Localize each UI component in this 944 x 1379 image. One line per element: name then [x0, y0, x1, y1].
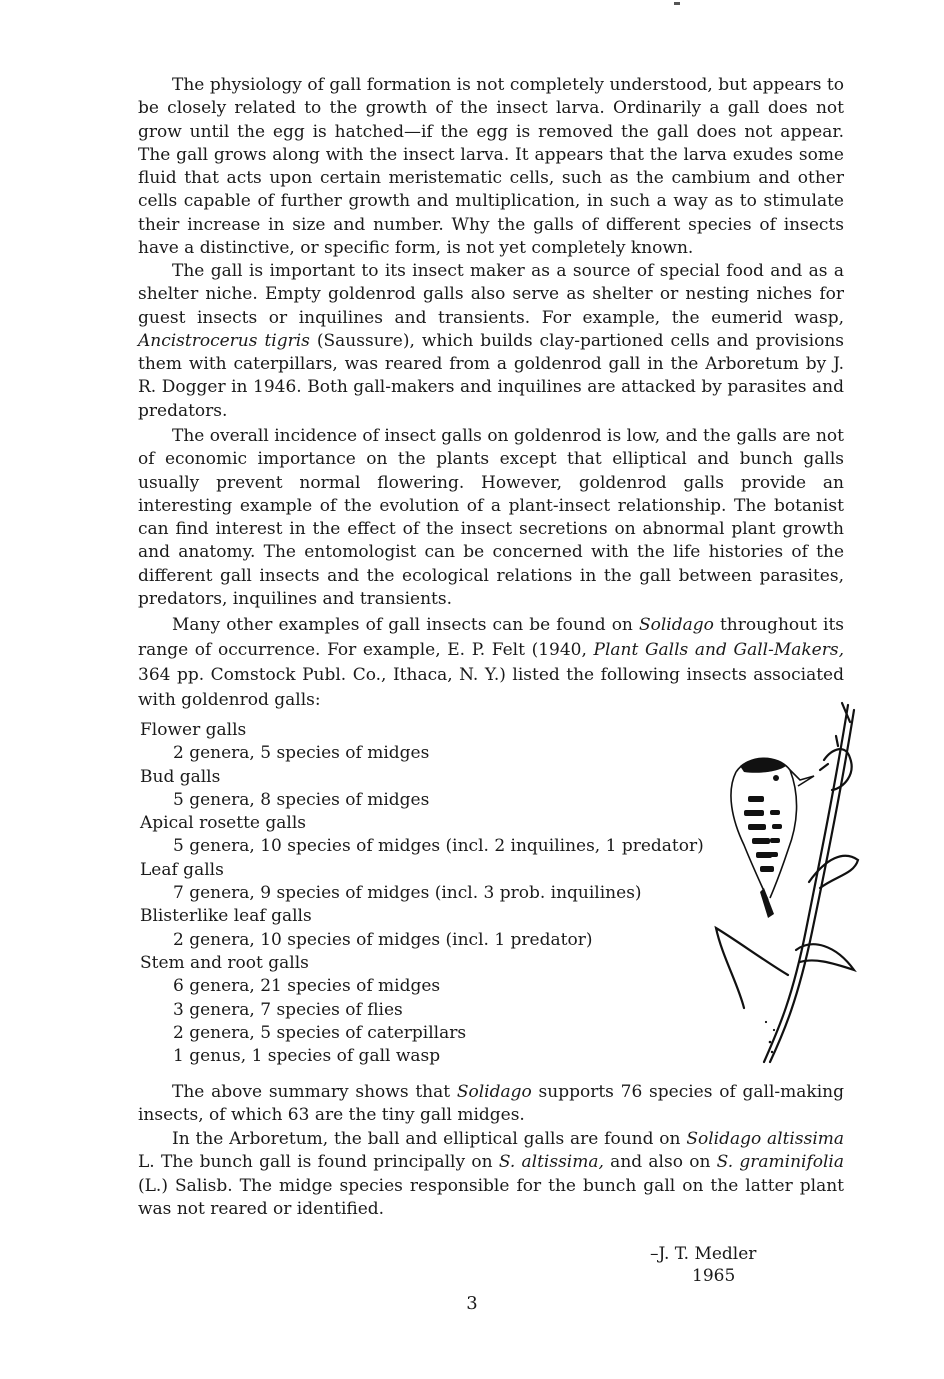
gall-category: Leaf galls	[140, 859, 224, 880]
gall-category-item: 1 genus, 1 species of gall wasp	[173, 1046, 441, 1067]
gall-category-list	[140, 719, 720, 1068]
paragraph-text: L. The bunch gall is found principally on	[138, 1152, 499, 1173]
gall-category-item: 5 genera, 8 species of midges	[173, 789, 430, 810]
paragraph-text: (Saussure), which builds clay-partioned cells and provisions them with caterpillars, was reared from a goldenrod gall in the Arboretum by J. R. Dogger in 1946. Both gall-makers and inquilines are attacked by parasites and predators.	[138, 330, 844, 421]
gall-category-item: 2 genera, 5 species of midges	[173, 743, 430, 764]
gall-category: Flower galls	[140, 720, 247, 740]
species-name: Solidago altissima	[686, 1129, 845, 1149]
paragraph-text: The physiology of gall formation is not completely understood, but appears to be closely related to the growth of the insect larva. Ordinarily a gall does not grow until the egg is hatched—if the egg is removed the gall does not appear. The gall grows along with the insect larva. It appears that the larva exudes some fluid that acts upon certain meristematic cells, such as the cambium and other cells capable of further growth and multiplication, in such a way as to stimulate their increase in size and number. Why the galls of different species of insects have a distinctive, or specific form, is not yet completely known.	[138, 75, 844, 259]
gall-category-item: 2 genera, 10 species of midges (incl. 1 predator)	[173, 929, 593, 950]
gall-category: Apical rosette galls	[140, 813, 306, 834]
paragraph-shelter-niche	[138, 260, 844, 423]
paragraph-incidence	[138, 425, 844, 611]
gall-category-item: 2 genera, 5 species of caterpillars	[173, 1022, 467, 1043]
species-name: S. altissima,	[498, 1152, 604, 1173]
gall-category: Stem and root galls	[140, 952, 309, 973]
paragraph-text: The overall incidence of insect galls on goldenrod is low, and the galls are not of economic importance on the plants except that elliptical and bunch galls usually prevent normal flowering. However, goldenrod galls provide an interesting example of the evolution of a plant-insect relationship. The botanist can find interest in the effect of the insect secretions on abnormal plant growth and anatomy. The entomologist can be concerned with the life histories of the different gall insects and the ecological relations in the gall between parasites, predators, inquilines and transients.	[138, 426, 844, 610]
book-title: Plant Galls and Gall-Makers,	[593, 640, 844, 660]
scan-speck	[674, 2, 680, 5]
paragraph-text: The gall is important to its insect maker as a source of special food and as a shelter niche. Empty goldenrod galls also serve as shelter or nesting niches for guest insects or inquilines and transients. For example, the eumerid wasp,	[138, 261, 844, 328]
publication-year: 1965	[692, 1266, 736, 1286]
paragraph-text: The above summary shows that	[172, 1082, 457, 1102]
gall-category: Blisterlike leaf galls	[140, 906, 312, 927]
gall-category: Bud galls	[140, 766, 221, 787]
paragraph-summary	[138, 1081, 844, 1128]
paragraph-text: and also on	[603, 1152, 717, 1173]
paragraph-text: throughout its range of occurrence. For example, E. P. Felt (1940,	[138, 615, 844, 660]
author-name: –J. T. Medler	[650, 1244, 757, 1264]
page-number: 3	[466, 1293, 478, 1314]
genus-name: Solidago	[638, 615, 714, 635]
paragraph-arboretum	[138, 1128, 844, 1221]
woodpecker-on-goldenrod-stem-icon	[708, 700, 868, 1070]
species-name: Ancistrocerus tigris	[138, 330, 310, 351]
species-name: S. graminifolia	[716, 1152, 845, 1173]
gall-category-item: 7 genera, 9 species of midges (incl. 3 prob. inquilines)	[173, 883, 642, 904]
author-signature	[650, 1243, 780, 1287]
paragraph-text: 364 pp. Comstock Publ. Co., Ithaca, N. Y.) listed the following insects associated with goldenrod galls:	[138, 665, 844, 710]
paragraph-other-examples	[138, 613, 844, 713]
genus-name: Solidago	[456, 1082, 532, 1102]
paragraph-gall-physiology	[138, 74, 844, 260]
paragraph-text: (L.) Salisb. The midge species responsible for the bunch gall on the latter plant was not reared or identified.	[138, 1175, 844, 1219]
gall-category-item: 5 genera, 10 species of midges (incl. 2 inquilines, 1 predator)	[173, 836, 704, 857]
paragraph-text: supports 76 species of gall-making insects, of which 63 are the tiny gall midges.	[138, 1082, 845, 1126]
paragraph-text: In the Arboretum, the ball and elliptical galls are found on	[172, 1129, 687, 1149]
paragraph-text: Many other examples of gall insects can be found on	[172, 615, 639, 635]
gall-category-item: 3 genera, 7 species of flies	[173, 999, 403, 1020]
gall-category-item: 6 genera, 21 species of midges	[173, 976, 441, 997]
